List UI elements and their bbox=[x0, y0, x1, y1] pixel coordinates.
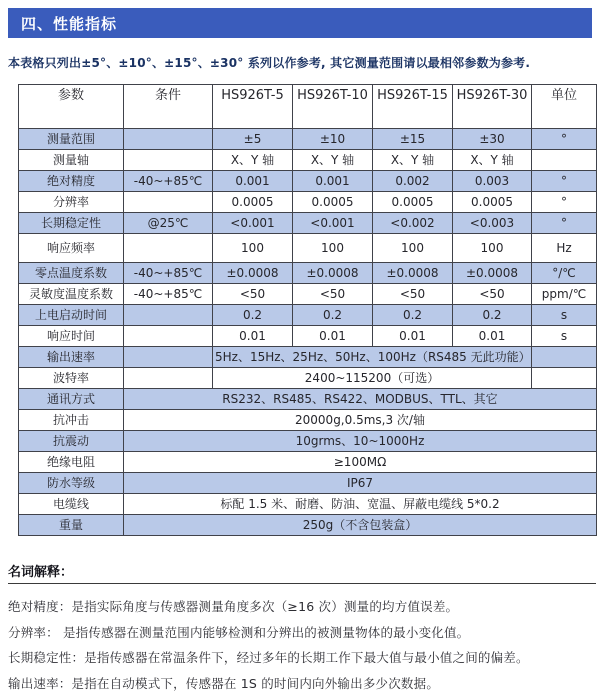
condition-cell bbox=[124, 305, 213, 326]
unit-cell bbox=[532, 368, 597, 389]
table-row bbox=[19, 473, 597, 494]
header-unit: 单位 bbox=[532, 85, 597, 129]
table-row bbox=[19, 452, 597, 473]
header-model-hs926t-10: HS926T-10 bbox=[293, 85, 373, 129]
value-cell: 0.2 bbox=[453, 305, 532, 326]
unit-cell: ° bbox=[532, 171, 597, 192]
param-cell: 测量轴 bbox=[19, 150, 124, 171]
merged-value-cell: RS232、RS485、RS422、MODBUS、TTL、其它 bbox=[124, 389, 597, 410]
value-cell: 100 bbox=[213, 234, 293, 263]
param-cell: 通讯方式 bbox=[19, 389, 124, 410]
param-cell: 响应时间 bbox=[19, 326, 124, 347]
condition-cell: -40~+85℃ bbox=[124, 284, 213, 305]
spec-table bbox=[18, 84, 597, 536]
value-cell: 0.0005 bbox=[453, 192, 532, 213]
header-param: 参数 bbox=[19, 85, 124, 129]
condition-cell: @25℃ bbox=[124, 213, 213, 234]
table-row bbox=[19, 129, 597, 150]
condition-cell bbox=[124, 192, 213, 213]
unit-cell: ppm/℃ bbox=[532, 284, 597, 305]
table-row bbox=[19, 368, 597, 389]
param-cell: 波特率 bbox=[19, 368, 124, 389]
value-cell: 0.0005 bbox=[373, 192, 453, 213]
value-cell: ±15 bbox=[373, 129, 453, 150]
condition-cell bbox=[124, 347, 213, 368]
value-cell: ±5 bbox=[213, 129, 293, 150]
header-model-hs926t-30: HS926T-30 bbox=[453, 85, 532, 129]
condition-cell bbox=[124, 234, 213, 263]
param-cell: 上电启动时间 bbox=[19, 305, 124, 326]
value-cell: ±0.0008 bbox=[453, 263, 532, 284]
unit-cell: ° bbox=[532, 213, 597, 234]
merged-value-cell: ≥100MΩ bbox=[124, 452, 597, 473]
glossary-item-long-term-stability: 长期稳定性：是指传感器在常温条件下，经过多年的长期工作下最大值与最小值之间的偏差。 bbox=[8, 645, 596, 671]
param-cell: 绝对精度 bbox=[19, 171, 124, 192]
unit-cell: s bbox=[532, 326, 597, 347]
table-row bbox=[19, 234, 597, 263]
value-cell: <50 bbox=[373, 284, 453, 305]
table-row bbox=[19, 263, 597, 284]
value-cell: 0.01 bbox=[213, 326, 293, 347]
condition-cell bbox=[124, 150, 213, 171]
value-cell: ±0.0008 bbox=[373, 263, 453, 284]
table-row bbox=[19, 171, 597, 192]
param-cell: 抗震动 bbox=[19, 431, 124, 452]
merged-value-cell: 2400~115200（可选） bbox=[213, 368, 532, 389]
value-cell: 0.2 bbox=[293, 305, 373, 326]
value-cell: X、Y 轴 bbox=[453, 150, 532, 171]
table-row bbox=[19, 347, 597, 368]
unit-cell: ° bbox=[532, 192, 597, 213]
merged-value-cell: 20000g,0.5ms,3 次/轴 bbox=[124, 410, 597, 431]
value-cell: 0.0005 bbox=[293, 192, 373, 213]
condition-cell bbox=[124, 326, 213, 347]
table-header-row bbox=[19, 85, 597, 129]
param-cell: 输出速率 bbox=[19, 347, 124, 368]
header-model-hs926t-15: HS926T-15 bbox=[373, 85, 453, 129]
merged-value-cell: 5Hz、15Hz、25Hz、50Hz、100Hz（RS485 无此功能） bbox=[213, 347, 532, 368]
param-cell: 抗冲击 bbox=[19, 410, 124, 431]
merged-value-cell: 10grms、10~1000Hz bbox=[124, 431, 597, 452]
header-condition: 条件 bbox=[124, 85, 213, 129]
value-cell: ±0.0008 bbox=[293, 263, 373, 284]
value-cell: 0.0005 bbox=[213, 192, 293, 213]
value-cell: ±30 bbox=[453, 129, 532, 150]
param-cell: 灵敏度温度系数 bbox=[19, 284, 124, 305]
section-banner bbox=[8, 8, 592, 38]
value-cell: <0.002 bbox=[373, 213, 453, 234]
value-cell: 100 bbox=[373, 234, 453, 263]
param-cell: 电缆线 bbox=[19, 494, 124, 515]
table-row bbox=[19, 410, 597, 431]
value-cell: X、Y 轴 bbox=[373, 150, 453, 171]
value-cell: 0.2 bbox=[213, 305, 293, 326]
table-row bbox=[19, 494, 597, 515]
glossary-heading-rule bbox=[8, 561, 596, 584]
value-cell: <50 bbox=[453, 284, 532, 305]
reference-notice: 本表格只列出±5°、±10°、±15°、±30° 系列以作参考, 其它测量范围请以最相邻参数为参考. bbox=[8, 54, 597, 71]
value-cell: 100 bbox=[293, 234, 373, 263]
value-cell: <0.001 bbox=[293, 213, 373, 234]
param-cell: 零点温度系数 bbox=[19, 263, 124, 284]
table-row bbox=[19, 431, 597, 452]
param-cell: 重量 bbox=[19, 515, 124, 536]
condition-cell: -40~+85℃ bbox=[124, 171, 213, 192]
glossary-item-resolution: 分辨率： 是指传感器在测量范围内能够检测和分辨出的被测量物体的最小变化值。 bbox=[8, 620, 596, 646]
table-row bbox=[19, 150, 597, 171]
unit-cell: ° bbox=[532, 129, 597, 150]
value-cell: 100 bbox=[453, 234, 532, 263]
glossary-section bbox=[8, 561, 596, 696]
glossary-item-absolute-accuracy: 绝对精度：是指实际角度与传感器测量角度多次（≥16 次）测量的均方值误差。 bbox=[8, 594, 596, 620]
value-cell: 0.003 bbox=[453, 171, 532, 192]
table-row bbox=[19, 326, 597, 347]
value-cell: 0.002 bbox=[373, 171, 453, 192]
value-cell: X、Y 轴 bbox=[213, 150, 293, 171]
value-cell: <50 bbox=[293, 284, 373, 305]
merged-value-cell: 标配 1.5 米、耐磨、防油、宽温、屏蔽电缆线 5*0.2 bbox=[124, 494, 597, 515]
unit-cell: s bbox=[532, 305, 597, 326]
table-row bbox=[19, 305, 597, 326]
glossary-items bbox=[8, 594, 596, 696]
value-cell: ±10 bbox=[293, 129, 373, 150]
value-cell: 0.001 bbox=[213, 171, 293, 192]
header-model-hs926t-5: HS926T-5 bbox=[213, 85, 293, 129]
param-cell: 绝缘电阻 bbox=[19, 452, 124, 473]
param-cell: 分辨率 bbox=[19, 192, 124, 213]
value-cell: 0.01 bbox=[373, 326, 453, 347]
value-cell: 0.01 bbox=[453, 326, 532, 347]
value-cell: <0.001 bbox=[213, 213, 293, 234]
table-row bbox=[19, 284, 597, 305]
condition-cell: -40~+85℃ bbox=[124, 263, 213, 284]
value-cell: <0.003 bbox=[453, 213, 532, 234]
value-cell: 0.2 bbox=[373, 305, 453, 326]
condition-cell bbox=[124, 129, 213, 150]
value-cell: 0.01 bbox=[293, 326, 373, 347]
table-row bbox=[19, 213, 597, 234]
table-row bbox=[19, 192, 597, 213]
value-cell: 0.001 bbox=[293, 171, 373, 192]
section-title: 四、性能指标 bbox=[21, 13, 117, 34]
condition-cell bbox=[124, 368, 213, 389]
glossary-title: 名词解释： bbox=[8, 565, 73, 580]
unit-cell bbox=[532, 150, 597, 171]
param-cell: 响应频率 bbox=[19, 234, 124, 263]
value-cell: <50 bbox=[213, 284, 293, 305]
value-cell: ±0.0008 bbox=[213, 263, 293, 284]
value-cell: X、Y 轴 bbox=[293, 150, 373, 171]
glossary-item-output-rate: 输出速率：是指在自动模式下，传感器在 1S 的时间内向外输出多少次数据。 bbox=[8, 671, 596, 696]
table-row bbox=[19, 389, 597, 410]
unit-cell bbox=[532, 347, 597, 368]
merged-value-cell: IP67 bbox=[124, 473, 597, 494]
table-row bbox=[19, 515, 597, 536]
unit-cell: °/℃ bbox=[532, 263, 597, 284]
param-cell: 长期稳定性 bbox=[19, 213, 124, 234]
unit-cell: Hz bbox=[532, 234, 597, 263]
param-cell: 测量范围 bbox=[19, 129, 124, 150]
param-cell: 防水等级 bbox=[19, 473, 124, 494]
merged-value-cell: 250g（不含包装盒） bbox=[124, 515, 597, 536]
